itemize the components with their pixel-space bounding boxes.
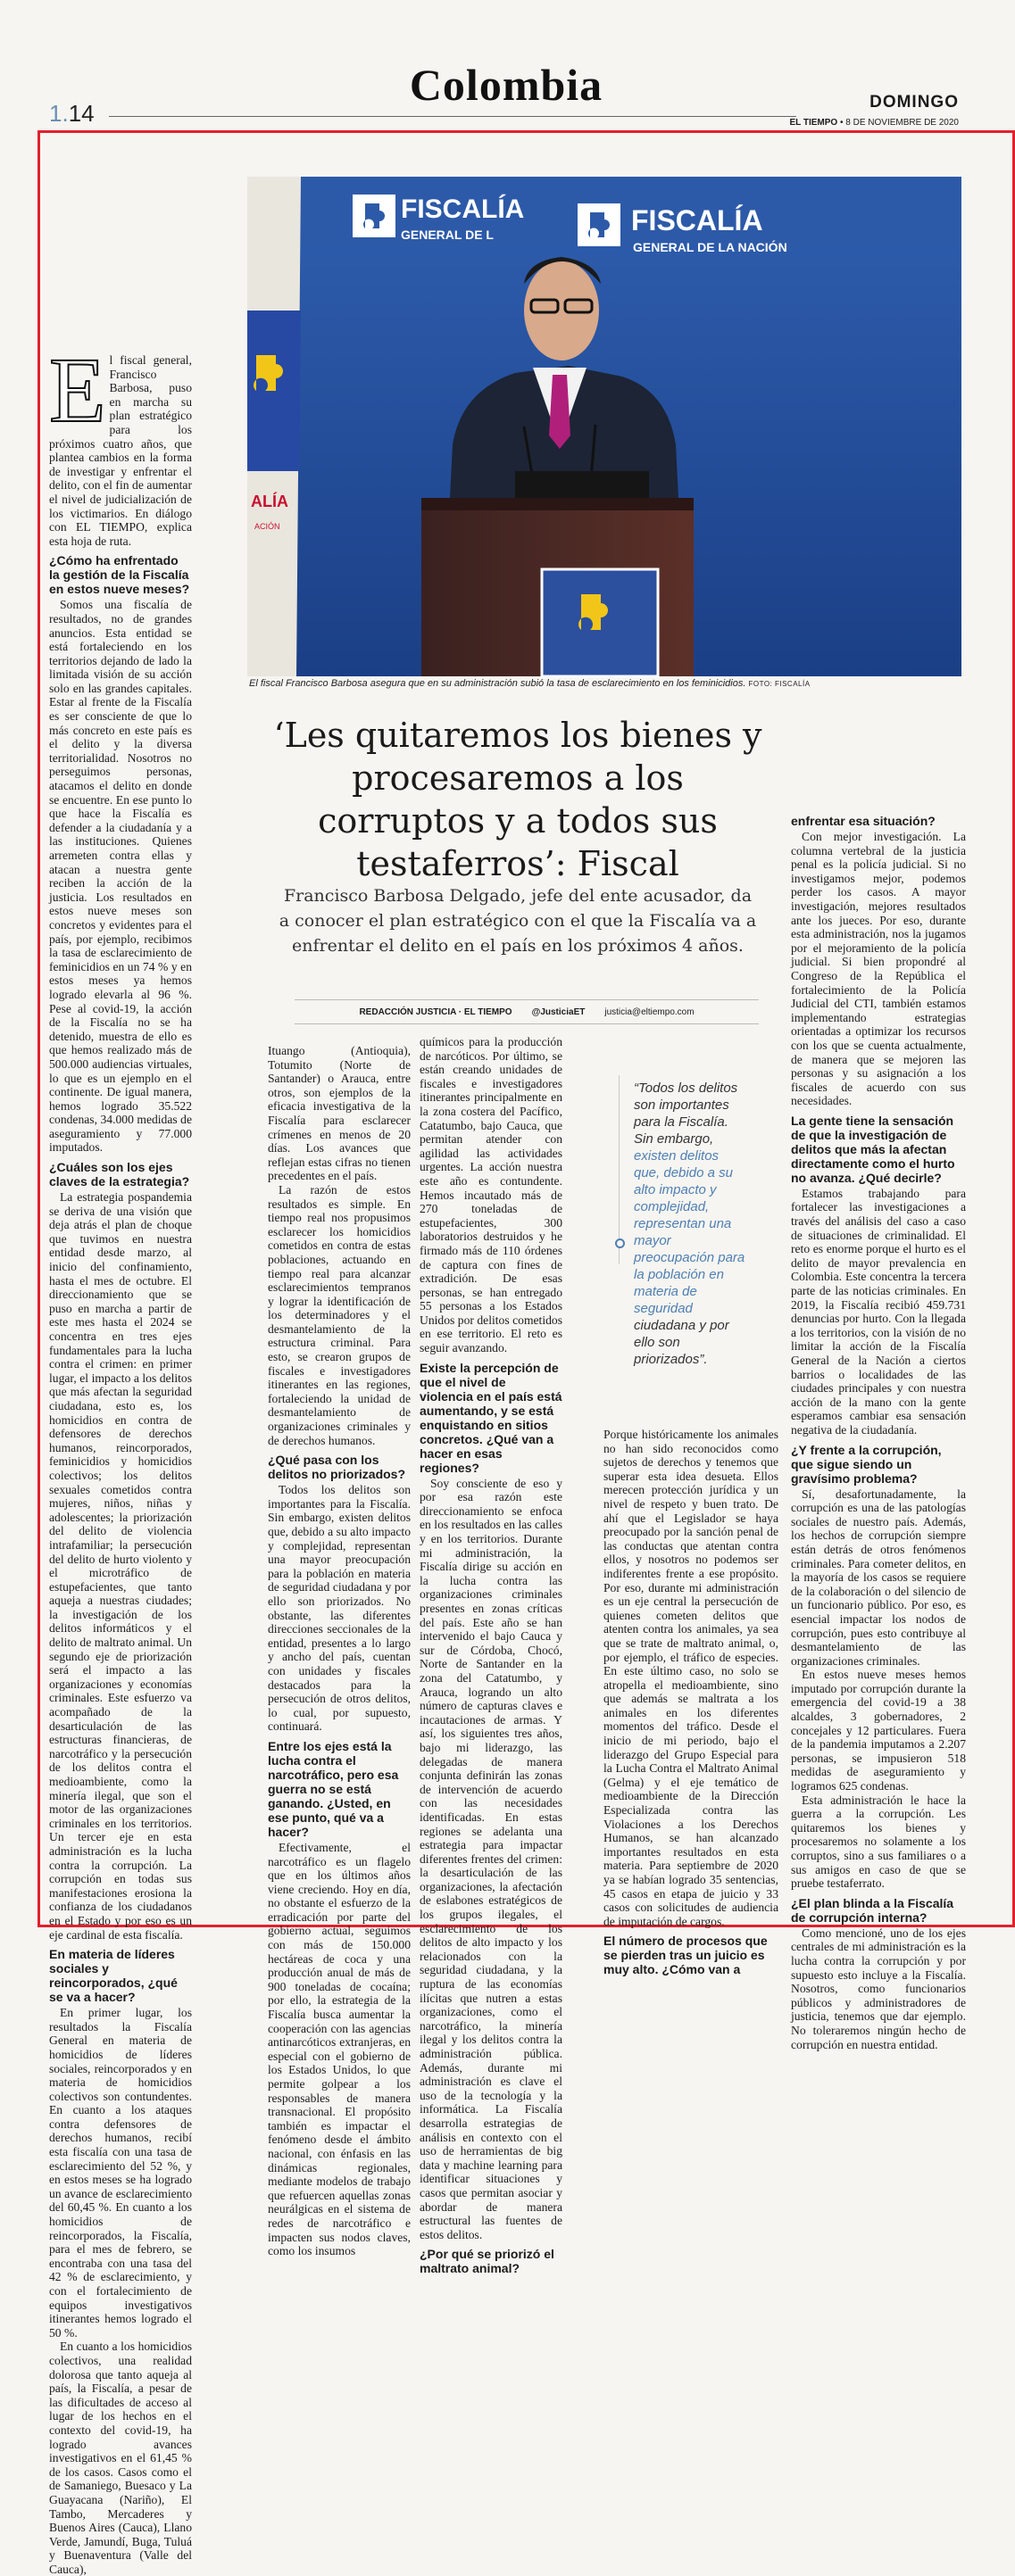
sign-left-title: FISCALÍA	[401, 195, 525, 224]
header-rule	[109, 116, 796, 117]
pull-quote	[634, 1080, 745, 1368]
flag-subtext: ACIÓN	[254, 522, 280, 531]
column-1	[49, 339, 192, 2576]
page-num: 14	[68, 100, 95, 127]
answer-paragraph: Sí, desafortunadamente, la corrupción es una de las patologías sociales de nuestro país. Además, los hechos de corrupción siempre están detrás de otros fenómenos criminales. Para cometer delitos, en la mayoría de los casos se requiere de la colaboración o del silencio de un funcionario público. Por eso, es esencial impactar los nodos de corrupción, pues esto contribuye al desmantelamiento de las organizaciones criminales.	[791, 1487, 966, 1668]
pullquote-close: ciudadana y por ello son priorizados”.	[634, 1318, 729, 1367]
question-heading: ¿Cuáles son los ejes claves de la estrategia?	[49, 1160, 190, 1189]
question-heading: En materia de líderes sociales y reincorporados, ¿qué se va a hacer?	[49, 1947, 178, 2005]
flag-text: ALÍA	[251, 493, 288, 510]
article-headline: ‘Les quitaremos los bienes y procesaremos a los corruptos y a todos sus testaferros’: Fiscal	[273, 716, 762, 883]
page-prefix: 1.	[49, 100, 69, 127]
byline-author: REDACCIÓN JUSTICIA · EL TIEMPO	[359, 1006, 512, 1017]
section-title: Colombia	[409, 60, 603, 110]
answer-paragraph: Soy consciente de eso y por esa razón este direccionamiento se enfoca en los resultados en las calles y en los territorios. Durante mi administración, la Fiscalía dirige su acción en la lucha contra las organizaciones criminales presentes en zonas críticas del país. Este año se han intervenido el bajo Cauca y sur de Córdoba, Chocó, Norte de Santander en la zona del Catatumbo, y Arauca, logrando un alto número de capturas claves e incautaciones de armas. Y así, los siguientes tres años, bajo mi liderazgo, las delegadas de manera conjunta definirán las zonas de intervención de acuerdo con las necesidades identificadas. En estas regiones se adelanta una estrategia para impactar diferentes frentes del crimen: la desarticulación de las organizaciones, la afectación de eslabones estratégicos de los grupos ilegales, el esclarecimiento de los delitos de alto impacto y los relacionados con la seguridad ciudadana, y la ruptura de las economías ilícitas que nutren a estas organizaciones, como el narcotráfico, la minería ilegal y los delitos contra la administración pública. Además, durante mi administración es clave el uso de la tecnología y la informática. La Fiscalía desarrolla estrategias de análisis en contexto con el uso de herramientas de big data y machine learning para identificar situaciones y casos que permitan asociar y abordar de manera estructural las fuentes de estos delitos.	[420, 1476, 562, 2241]
photo-credit: FOTO: FISCALÍA	[748, 680, 811, 688]
column-3	[420, 1035, 562, 2276]
answer-paragraph: Efectivamente, el narcotráfico es un flagelo que en los últimos años viene creciendo. Hoy en día, no obstante el esfuerzo de la erradicación por parte del gobierno actual, seguimos con más de 150.000 hectáreas de coca y una producción anual de más de 900 toneladas de cocaína; por ello, la estrategia de la Fiscalía busca aumentar la cooperación con las agencias antinarcóticos extranjeras, en especial con el gobierno de los Estados Unidos, lo que permite golpear a los responsables de manera transnacional. El propósito también es impactar el fenómeno desde el ámbito nacional, con énfasis en las dinámicas regionales, mediante modelos de trabajo que refuercen aquellas zonas neurálgicas en el sistema de redes de narcotráfico e impacten sus nodos claves, como los insumos	[268, 1840, 411, 2258]
date-text: • 8 DE NOVIEMBRE DE 2020	[837, 118, 959, 128]
body-paragraph: químicos para la producción de narcóticos. Por último, se están creando unidades de fiscales e investigadores itinerantes principalmente en la zona costera del Pacífico, Catatumbo, bajo Cauca, que permitan atender con agilidad las actividades urgentes. La acción nuestra este año es contundente. Hemos incautado más de 270 toneladas de estupefacientes, 300 laboratorios destruidos y he firmado más de 110 órdenes de captura con fines de extradición. De esas personas, se han entregado 55 personas a los Estados Unidos por delitos cometidos en ese territorio. El reto es seguir avanzando.	[420, 1035, 562, 1355]
body-paragraph: La razón de estos resultados es simple. En tiempo real nos propusimos esclarecer los homicidios cometidos en contra de estas poblaciones, actuando en tiempo real para alcanzar esclarecimientos tempranos y lograr la identificación de los determinadores y el desmantelamiento de la estructura criminal. Para esto, se crearon grupos de fiscales e investigadores itinerantes en las regiones, fortaleciendo la unidad de desmantelamiento de organizaciones criminales y de derechos humanos.	[268, 1182, 411, 1447]
byline-email: justicia@eltiempo.com	[604, 1006, 695, 1017]
caption-text: El fiscal Francisco Barbosa asegura que en su administración subió la tasa de esclarecimiento en los feminicidios.	[249, 678, 746, 689]
answer-paragraph: En primer lugar, los resultados la Fiscalía General en materia de homicidios de líderes sociales, reincorporados y en materia de homicidios colectivos son contundentes. En cuanto a los ataques contra defensores de derechos humanos, recibí esta fiscalía con una tasa de esclarecimiento del 52 %, y en estos meses se ha logrado un avance de esclarecimiento del 60,45 %. En cuanto a los homicidios de reincorporados, la Fiscalía, para el mes de febrero, se encontraba con una tasa del 42 % de esclarecimiento, y con el fortalecimiento de equipos investigativos itinerantes hemos logrado el 50 %.	[49, 2006, 192, 2340]
answer-paragraph: En estos nueve meses hemos imputado por corrupción durante la emergencia del covid-19 a 38 alcaldes, 3 gobernadores, 2 concejales y 12 particulares. Fuera de la pandemia imputamos a 2.207 personas, se impusieron 518 medidas de aseguramiento y logramos 625 condenas.	[791, 1668, 966, 1793]
question-heading: Entre los ejes está la lucha contra el narcotráfico, pero esa guerra no se está ganando. ¿Usted, en ese punto, qué va a hacer?	[268, 1738, 399, 1839]
body-paragraph: Ituango (Antioquia), Totumito (Norte de Santander) o Arauca, entre otros, son ejemplos de la eficacia investigativa de la Fiscalía para esclarecer crímenes en menos de 20 días. Los avances que reflejan estas cifras no tienen precedentes en el país.	[268, 1044, 411, 1183]
answer-paragraph: Como mencioné, uno de los ejes centrales de mi administración es la lucha contra la corrupción y por supuesto esto incluye a la Fiscalía. Nosotros, como funcionarios públicos y administradores de justicia, tenemos que dar ejemplo. No toleraremos ningún hecho de corrupción en nuestra entidad.	[791, 1926, 966, 2051]
answer-paragraph: Estamos trabajando para fortalecer las investigaciones a través del análisis del caso a caso de situaciones de criminalidad. El reto es enorme porque el hurto es el delito de mayor prevalencia en Colombia. Este concentra la tercera parte de las noticias criminales. En 2019, la Fiscalía recibió 459.731 denuncias por hurto. Con la llegada a los territorios, con la visión de no limitar la acción de la Fiscalía General de la Nación a ciertos barrios o localidades de las ciudades principales y con nuestra acción de la mano con la gente esperamos cambiar esa sensación negativa de la ciudadanía.	[791, 1186, 966, 1437]
sign-left-subtitle: GENERAL DE L	[401, 228, 494, 242]
sign-right-subtitle: GENERAL DE LA NACIÓN	[633, 240, 787, 254]
answer-paragraph: En cuanto a los homicidios colectivos, una realidad dolorosa que tanto aqueja al país, la Fiscalía, a pesar de las dificultades de acceso al lugar de los hechos en el contexto del covid-19, ha logrado avances investigativos en el 61,45 % de los casos. Casos como el de Samaniego, Buesaco y La Guayacana (Nariño), El Tambo, Mercaderes y Buenos Aires (Cauca), Llano Verde, Jamundí, Buga, Tuluá y Buenaventura (Valle del Cauca),	[49, 2340, 192, 2576]
drop-cap: E	[49, 339, 106, 442]
article-deck: Francisco Barbosa Delgado, jefe del ente acusador, da a conocer el plan estratégico con el que la Fiscalía va a enfrentar el delito en el país en los próximos 4 años.	[279, 886, 757, 956]
question-heading: El número de procesos que se pierden tras un juicio es muy alto. ¿Cómo van a	[603, 1934, 768, 1977]
question-heading: enfrentar esa situación?	[791, 814, 936, 828]
page-number	[49, 100, 95, 128]
question-heading: ¿El plan blinda a la Fiscalía de corrupción interna?	[791, 1895, 954, 1925]
column-5	[791, 814, 966, 2051]
pullquote-dot	[615, 1238, 625, 1248]
paper-name: EL TIEMPO	[789, 118, 838, 128]
intro-paragraph: l fiscal general, Francisco Barbosa, puso en marcha su plan estratégico para los próximos cuatro años, que plantea cambios en la forma de investigar y enfrentar el delito, con el fin de aumentar el nivel de judicialización de los victimarios. En diálogo con EL TIEMPO, explica esta hoja de ruta.	[49, 353, 192, 548]
photo-illustration	[247, 177, 961, 676]
pullquote-open: “Todos los delitos son importantes para la Fiscalía. Sin embargo,	[634, 1081, 738, 1147]
body-paragraph: Porque históricamente los animales no han sido reconocidos como sujetos de derechos y tenemos que superar esta idea desueta. Ellos merecen protección jurídica y un nivel de respeto y buen trato. De ahí que el Legislador se haya preocupado por la sanción penal de las conductas que atentan contra ellos, y nosotros no podemos ser indiferentes frente a ese propósito. Por eso, durante mi administración es un eje central la persecución de quienes cometen delitos que atenten contra los animales, ya sea que se trate de maltrato animal, o, por ejemplo, el tráfico de especies. En este último caso, no solo se atropella el medioambiente, sino que además se maltrata a los animales en los diferentes momentos del tráfico. Desde el inicio de mi periodo, bajo el liderazgo del Grupo Especial para la Lucha Contra el Maltrato Animal (Gelma) y el eje temático de medioambiente de la Dirección Especializada contra las Violaciones a los Derechos Humanos, se han alcanzado importantes resultados en esta materia. Para septiembre de 2020 ya se habían logrado 35 sentencias, 45 casos en etapa de juicio y 33 casos con solicitudes de audiencia de imputación de cargos.	[603, 1428, 778, 1928]
question-heading: La gente tiene la sensación de que la investigación de delitos que más la afectan directamente como el hurto no avanza. ¿Qué decirle?	[791, 1113, 955, 1185]
dateline	[790, 118, 960, 128]
question-heading: ¿Y frente a la corrupción, que sigue siendo un gravísimo problema?	[791, 1442, 942, 1486]
question-heading: Existe la percepción de que el nivel de violencia en el país está aumentando, y se está enquistando en sitios concretos. ¿Qué van a hacer en esas regiones?	[420, 1360, 562, 1475]
day-label: DOMINGO	[869, 93, 959, 112]
question-heading: ¿Por qué se priorizó el maltrato animal?	[420, 2247, 554, 2276]
question-heading: ¿Qué pasa con los delitos no priorizados?	[268, 1453, 406, 1482]
pullquote-highlight: existen delitos que, debido a su alto impacto y complejidad, representan una mayor preocupación para la población en materia de seguridad	[634, 1148, 745, 1316]
pullquote-rule	[619, 1075, 620, 1264]
answer-paragraph: Somos una fiscalía de resultados, no de grandes anuncios. Esta entidad se está fortaleciendo en los territorios dejando de lado la limitada visión de su acción solo en las grandes capitales. Estar al frente de la Fiscalía es ser consciente de que lo más concreto en este país es el delito y la diversa territorialidad. Nosotros no perseguimos personas, atacamos el delito en donde se encuentre. En ese punto lo que hace la Fiscalía es defender a la ciudadanía y a las instituciones. Quienes arremeten contra ellas y atacan a nuestra gente reciben la acción de la justicia. Los resultados en estos nueve meses son concretos y evidentes para el país, por ejemplo, recibimos la tasa de esclarecimiento de feminicidios en un 74 % y en estos meses ya hemos logrado elevarla al 96 %. Pese al covid-19, la acción de la Fiscalía no se ha detenido, muestra de ello es que hemos realizado más de 500.000 audiencias virtuales, lo que es un ejemplo en el continente. De igual manera, hemos logrado 35.522 condenas, 34.000 medidas de aseguramiento y 77.000 imputados.	[49, 598, 192, 1155]
answer-paragraph: Esta administración le hace la guerra a la corrupción. Les quitaremos los bienes y procesaremos no solamente a los corruptos, sino a sus familiares o a sus amigos en caso de que se pruebe testaferrato.	[791, 1793, 966, 1891]
byline-twitter: @JusticiaET	[531, 1006, 586, 1017]
answer-paragraph: Con mejor investigación. La columna vertebral de la justicia penal es la policía judicial. Si no investigamos mejor, podemos perder los casos. A mayor investigación, mejores resultados ante los jueces. Por eso, durante esta administración, nos la jugamos por el mejoramiento de la policía judicial. Si bien propondré al Congreso de la República el fortalecimiento de la Policía Judicial del CTI, también estamos implementando estrategias orientadas a optimizar los recursos con los que se cuenta actualmente, de manera que se mejoren las personas y su asignación a los fiscales de acuerdo con sus necesidades.	[791, 830, 966, 1108]
article-photo	[247, 177, 961, 676]
photo-caption	[249, 678, 963, 689]
answer-paragraph: Todos los delitos son importantes para la Fiscalía. Sin embargo, existen delitos que, debido a su alto impacto y complejidad, representan una mayor preocupación para la población en materia de seguridad ciudadana y por ello son priorizados. No obstante, las diferentes direcciones seccionales de la entidad, presentes a lo largo y ancho del país, cuentan con unidades y fiscales destacados para la persecución de otros delitos, lo cual, por supuesto, continuará.	[268, 1483, 411, 1734]
column-4	[603, 1428, 778, 1977]
byline	[295, 999, 759, 1024]
answer-paragraph: La estrategia pospandemia se deriva de una visión que deja atrás el plan de choque que tuvimos en nuestra entidad desde marzo, al inicio del confinamiento, hasta el mes de octubre. El direccionamiento que se puso en marcha a partir de este mes hasta el 2024 se concentra en tres ejes fundamentales para la lucha contra el crimen: en primer lugar, el impacto a los delitos que más afectan la seguridad ciudadana, esto es, los homicidios en contra de defensores de derechos humanos, reincorporados, feminicidios y homicidios colectivos; los delitos sexuales cometidos contra mujeres, niños, niñas y adolescentes; la priorización del delito de violencia intrafamiliar; la persecución del delito de hurto violento y el microtráfico de estupefacientes, que tanto aqueja a nuestras ciudades; la investigación de los delitos informáticos y el delito de maltrato animal. Un segundo eje de priorización será el impacto a las organizaciones y economías criminales. Este esfuerzo va acompañado de la desarticulación de las estructuras financieras, de narcotráfico y la persecución de los delitos contra el medioambiente, como la minería ilegal, que son el motor de las organizaciones criminales en los territorios. Un tercer eje en esta administración es la lucha contra la corrupción. La corrupción en todas sus manifestaciones erosiona la confianza de los ciudadanos en el Estado y por eso es un eje cardinal de esta fiscalía.	[49, 1190, 192, 1942]
sign-right-title: FISCALÍA	[631, 204, 763, 236]
column-2	[268, 1044, 411, 2258]
question-heading: ¿Cómo ha enfrentado la gestión de la Fiscalía en estos nueve meses?	[49, 553, 190, 597]
